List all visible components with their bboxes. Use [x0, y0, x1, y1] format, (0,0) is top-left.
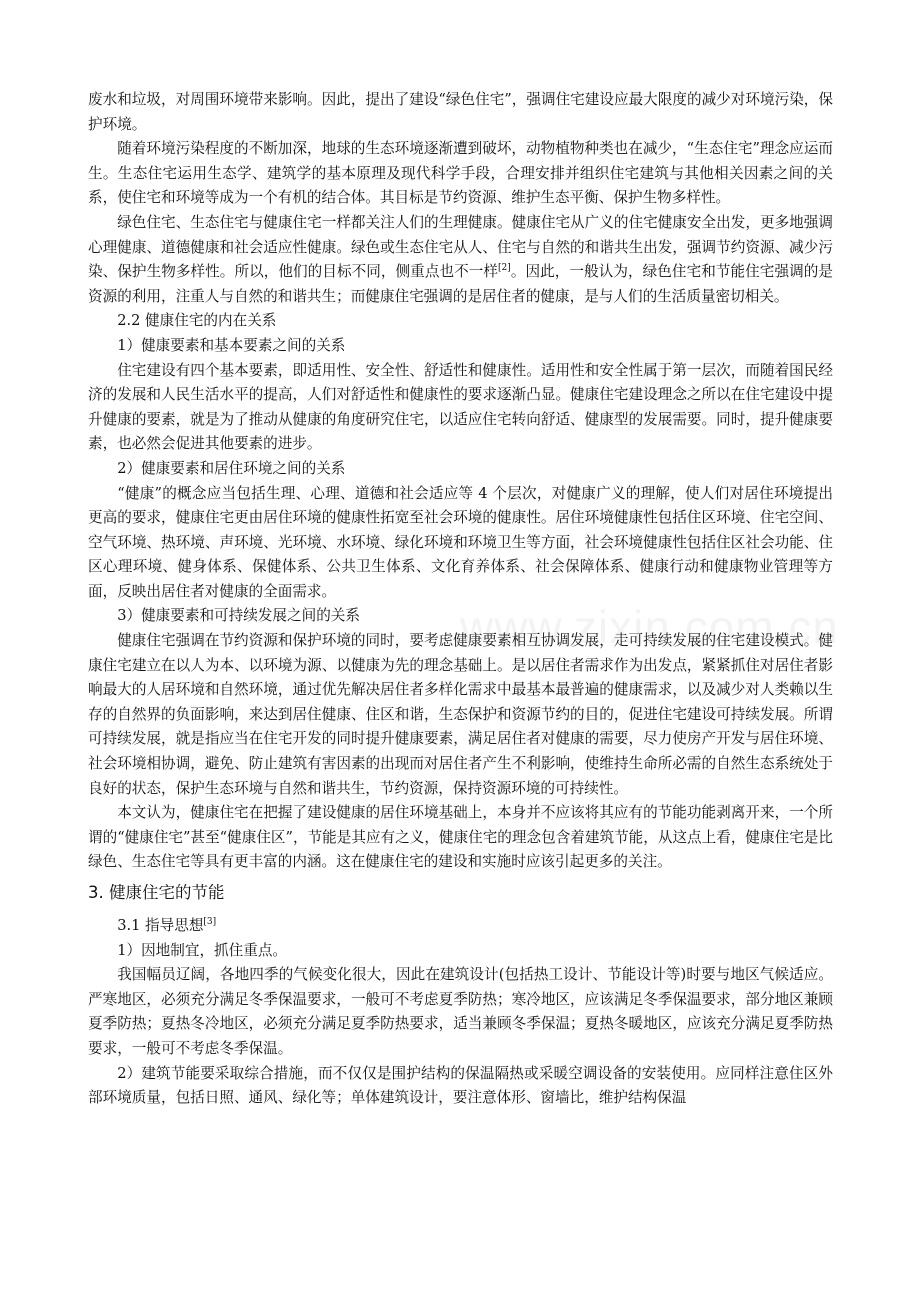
subheading-1: 1）健康要素和基本要素之间的关系: [117, 336, 346, 354]
citation-2: [2]: [498, 263, 511, 274]
paragraph-2: 随着环境污染程度的不断加深，地球的生态环境逐渐遭到破坏，动物植物种类也在减少，“生态住宅”理念应运而生。生态住宅运用生态学、建筑学的基本原理及现代科学手段，合理安排并组织住宅建筑与其他相关因素之间的关系，使住宅和环境等成为一个有机的结合体。其目标是节约资源、维护生态平衡、保护生物多样性。: [88, 140, 833, 207]
paragraph-1: 废水和垃圾，对周围环境带来影响。因此，提出了建设“绿色住宅”，强调住宅建设应最大限度的减少对环境污染，保护环境。: [88, 91, 833, 133]
document-page: [88, 88, 833, 1111]
citation-3: [3]: [203, 917, 217, 927]
paragraph-5: “健康”的概念应当包括生理、心理、道德和社会适应等 4 个层次，对健康广义的理解，使人们对居住环境提出更高的要求，健康住宅更由居住环境的健康性拓宽至社会环境的健康性。居住环境健康性包括住区环境、住宅空间、空气环境、热环境、声环境、光环境、水环境、绿化环境和环境卫生等方面，社会环境健康性包括住区社会功能、住区心理环境、健身体系、保健体系、公共卫生体系、文化育养体系、社会保障体系、健康行动和健康物业管理等方面，反映出居住者对健康的全面需求。: [88, 484, 833, 600]
paragraph-4: 住宅建设有四个基本要素，即适用性、安全性、舒适性和健康性。适用性和安全性属于第一层次，而随着国民经济的发展和人民生活水平的提高，人们对舒适性和健康性的要求逐渐凸显。健康住宅建设理念之所以在住宅建设中提升健康的要素，就是为了推动从健康的角度研究住宅，以适应住宅转向舒适、健康型的发展需要。同时，提升健康要素，也必然会促进其他要素的进步。: [88, 361, 833, 453]
subheading-2: 2）健康要素和居住环境之间的关系: [117, 459, 346, 477]
section-3-1-heading: [88, 914, 833, 939]
paragraph-3-part-a: 绿色住宅、生态住宅与健康住宅一样都关注人们的生理健康。健康住宅从广义的住宅健康安全出发，更多地强调心理健康、道德健康和社会适应性健康。绿色或生态住宅从人、住宅与自然的和谐共生出发，强调节约资源、减少污染、保护生物多样性。所以，他们的目标不同，侧重点也不一样: [88, 213, 833, 281]
paragraph-3: [88, 211, 833, 309]
subheading-3: 3）健康要素和可持续发展之间的关系: [117, 607, 360, 625]
section-3-heading: 3. 健康住宅的节能: [88, 883, 225, 902]
paragraph-3-part-b: 。因此，一般认为，绿色住宅和节能住宅强调的是资源的利用，注重人与自然的和谐共生；而健康住宅强调的是居住者的健康，是与人们的生活质量密切相关。: [88, 263, 833, 305]
section-3-1-title: 3.1 指导思想: [117, 917, 204, 934]
paragraph-8: 我国幅员辽阔，各地四季的气候变化很大，因此在建筑设计(包括热工设计、节能设计等)时要与地区气候适应。严寒地区，必须充分满足冬季保温要求，一般可不考虑夏季防热；寒冷地区，应该满足冬季保温要求，部分地区兼顾夏季防热；夏热冬冷地区，必须充分满足夏季防热要求，适当兼顾冬季保温；夏热冬暖地区，应该充分满足夏季防热要求，一般可不考虑冬季保温。: [88, 966, 833, 1057]
paragraph-6: 健康住宅强调在节约资源和保护环境的同时，要考虑健康要素相互协调发展，走可持续发展的住宅建设模式。健康住宅建立在以人为本、以环境为源、以健康为先的理念基础上。是以居住者需求作为出发点，紧紧抓住对居住者影响最大的人居环境和自然环境，通过优先解决居住者多样化需求中最基本最普遍的健康需求，以及减少对人类赖以生存的自然界的负面影响，来达到居住健康、住区和谐，生态保护和资源节约的目的，促进住宅建设可持续发展。所谓可持续发展，就是指应当在住宅开发的同时提升健康要素，满足居住者对健康的需要，尽力使房产开发与居住环境、社会环境相协调，避免、防止建筑有害因素的出现而对居住者产生不利影响，使维持生命所必需的自然生态系统处于良好的状态，保护生态环境与自然和谐共生，节约资源，保持资源环境的可持续性。: [88, 632, 833, 797]
subheading-3-1-1: 1）因地制宜，抓住重点。: [117, 941, 288, 959]
paragraph-7: 本文认为，健康住宅在把握了建设健康的居住环境基础上，本身并不应该将其应有的节能功能剥离开来，一个所谓的“健康住宅”甚至“健康住区”，节能是其应有之义，健康住宅的理念包含着建筑节能，从这点上看，健康住宅是比绿色、生态住宅等具有更丰富的内涵。这在健康住宅的建设和实施时应该引起更多的关注。: [88, 804, 833, 871]
paragraph-9: 2）建筑节能要采取综合措施，而不仅仅是围护结构的保温隔热或采暖空调设备的安装使用。应同样注意住区外部环境质量，包括日照、通风、绿化等；单体建筑设计，要注意体形、窗墙比，维护结构保温: [88, 1064, 833, 1107]
section-2-2-heading: 2.2 健康住宅的内在关系: [117, 312, 277, 330]
